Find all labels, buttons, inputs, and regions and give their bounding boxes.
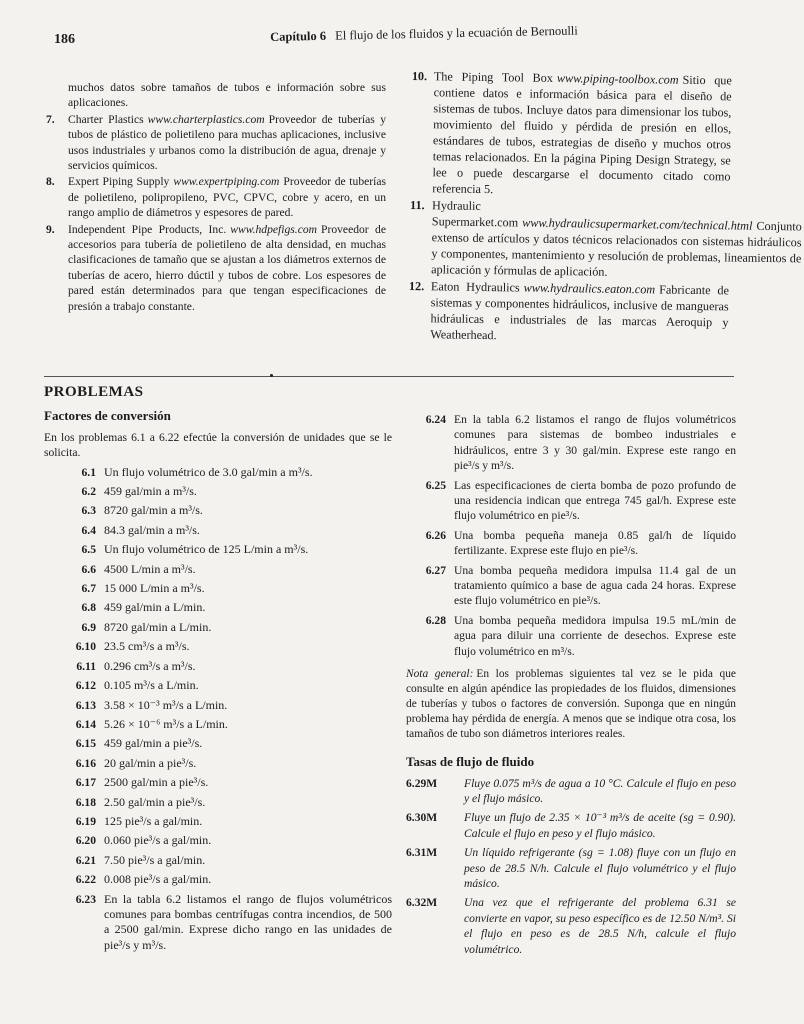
reference-item [46, 80, 386, 111]
problem-number: 6.28 [425, 613, 446, 627]
problem-text: Un flujo volumétrico de 125 L/min a m³/s. [104, 542, 309, 557]
reference-url: www.expertpiping.com [173, 175, 280, 189]
problem-list-flow [406, 776, 736, 957]
problem-item [44, 503, 392, 518]
page-number: 186 [54, 32, 75, 47]
problem-item [44, 678, 392, 693]
section-heading-conversion: Factores de conversión [44, 408, 171, 424]
problem-text: 459 gal/min a L/min. [104, 600, 206, 615]
problem-number: 6.24 [425, 413, 446, 426]
problems-heading: PROBLEMAS [44, 384, 144, 400]
problem-text: Fluye un flujo de 2.35 × 10⁻³ m³/s de aceite (sg = 0.90). Calcule el flujo en peso y el flujo másico. [464, 811, 736, 840]
problem-number: 6.23 [75, 892, 96, 906]
section-divider [44, 376, 734, 377]
problem-number: 6.17 [75, 776, 96, 790]
problem-text: Una vez que el refrigerante del problema 6.31 se convierte en vapor, su peso específico es de 12.50 N/m³. Si el flujo en peso es de 28.5 N/h, calcule el flujo volumétrico. [464, 896, 736, 956]
reference-item [46, 112, 386, 174]
reference-number: 8. [46, 175, 55, 189]
problem-item [44, 756, 392, 771]
problem-number: 6.20 [75, 834, 96, 848]
problem-number: 6.8 [81, 601, 96, 615]
problem-item [44, 833, 392, 848]
reference-number: 7. [46, 112, 55, 126]
problem-item [44, 698, 392, 713]
reference-text: Proveedor de tuberías de polietileno, polipropileno, PVC, CPVC, cobre y acero, en un rango amplio de diámetros y espesores de pared. [68, 175, 386, 220]
problem-text: En la tabla 6.2 listamos el rango de flujos volumétricos comunes para bombas centrífugas contra incendios, de 500 a 2500 gal/min. Exprese dicho rango en las unidades de pie³/s y m³/s. [104, 891, 392, 952]
problem-number: 6.10 [75, 640, 96, 654]
problem-text: 2.50 gal/min a pie³/s. [104, 794, 206, 809]
problem-item [44, 659, 392, 674]
problem-number: 6.5 [81, 543, 96, 557]
problem-item [44, 814, 392, 829]
running-head [270, 24, 578, 45]
reference-item [46, 222, 386, 314]
problem-item [44, 853, 392, 868]
problem-text: 8720 gal/min a L/min. [104, 619, 212, 634]
problem-number: 6.7 [81, 582, 96, 596]
problem-item [406, 528, 736, 559]
reference-text: Proveedor de tuberías y tubos de plástico de polietileno para muchas aplicaciones, inclusive usos industriales y urbanos como la distribución de agua, drenaje y servicios químicos. [68, 112, 386, 173]
reference-text: Fabricante de sistemas y componentes hidráulicos, inclusive de mangueras hidráulicas e industriales de las marcas Aeroquip y Weatherhead. [430, 282, 730, 343]
reference-text: Sitio que contiene datos e información básica para el diseño de sistemas de tubos. Incluye datos para dimensionar los tubos, movimiento del fluido y pérdida de presión en ellos, estándares de tubos, estrategias de diseño y muchos otros temas relacionados. En la página Piping Design Strategy, se lee o puede descargarse el documento citado como referencia 5. [432, 72, 732, 197]
reference-number [46, 80, 68, 111]
reference-text: Proveedor de accesorios para tubería de polietileno de alta densidad, en muchas clasificaciones de tamaño que se ajustan a los diámetros externos de tuberías de acero, hierro dúctil y tubos de cobre. Los espesores de pared están determinados para que tengan especificaciones de presión a trabajo constante. [68, 222, 386, 313]
problem-list-left [44, 465, 392, 954]
problem-number: 6.30M [406, 811, 438, 825]
reference-item [409, 197, 802, 281]
divider-dot [270, 374, 273, 377]
problem-item [44, 892, 392, 954]
reference-name: Eaton Hydraulics [430, 279, 520, 295]
problem-text: Un líquido refrigerante (sg = 1.08) fluye con un flujo en peso de 28.5 N/h. Calcule el flujo volumétrico y el flujo másico. [464, 846, 736, 890]
reference-number: 11. [409, 197, 425, 213]
reference-number: 10. [411, 68, 428, 84]
chapter-title: El flujo de los fluidos y la ecuación de Bernoulli [335, 23, 578, 43]
problem-text: En la tabla 6.2 listamos el rango de flujos volumétricos comunes para sistemas de bombeo industriales e hidráulicos, entre 3 y 30 gal/min. Exprese este rango en pie³/s y m³/s. [454, 413, 736, 473]
problem-text: 23.5 cm³/s a m³/s. [104, 639, 190, 654]
problem-text: 7.50 pie³/s a gal/min. [104, 852, 206, 867]
problem-item [406, 563, 736, 609]
problem-number: 6.13 [75, 698, 96, 712]
problem-item [406, 895, 736, 957]
reference-item [408, 278, 729, 346]
problem-number: 6.12 [75, 679, 96, 693]
problem-text: 459 gal/min a pie³/s. [104, 736, 203, 751]
problem-item [44, 736, 392, 751]
note-label: Nota general: [406, 668, 474, 681]
reference-number: 12. [408, 278, 425, 294]
problem-item [44, 795, 392, 810]
reference-url: www.hydraulicsupermarket.com/technical.html [522, 215, 753, 233]
problem-text: 0.060 pie³/s a gal/min. [104, 833, 212, 848]
problem-number: 6.2 [81, 485, 96, 499]
problem-item [44, 484, 392, 499]
problem-number: 6.18 [75, 795, 96, 809]
problem-text: 84.3 gal/min a m³/s. [104, 522, 200, 537]
problem-item [406, 478, 736, 524]
reference-url: www.hydraulics.eaton.com [523, 280, 656, 297]
problem-item [44, 523, 392, 538]
problem-text: 8720 gal/min a m³/s. [104, 503, 203, 518]
problem-number: 6.25 [425, 478, 446, 492]
problems-intro: En los problemas 6.1 a 6.22 efectúe la conversión de unidades que se le solicita. [44, 430, 392, 460]
problem-item [406, 810, 736, 841]
problem-text: Una bomba pequeña medidora impulsa 11.4 gal de un tratamiento químico a base de agua cada 24 horas. Exprese este flujo volumétrico en pie³/s. [454, 563, 736, 608]
problem-item [44, 465, 392, 480]
reference-url: www.hdpefigs.com [230, 222, 318, 236]
problem-text: Un flujo volumétrico de 3.0 gal/min a m³/s. [104, 464, 313, 479]
problem-text: 0.105 m³/s a L/min. [104, 678, 199, 693]
problem-number: 6.16 [75, 756, 96, 770]
reference-text: Conjunto extenso de artículos y datos técnicos relacionados con sistemas hidráulicos y componentes, mantenimiento y resolución de problemas, lineamientos de aplicación y fórmulas de aplicación. [431, 218, 802, 279]
problem-item [44, 717, 392, 732]
references-right-column [408, 68, 802, 347]
problem-number: 6.19 [75, 814, 96, 828]
problem-text: Fluye 0.075 m³/s de agua a 10 °C. Calcule el flujo en peso y el flujo másico. [464, 776, 736, 805]
reference-text: muchos datos sobre tamaños de tubos e información sobre sus aplicaciones. [68, 81, 386, 110]
problem-number: 6.15 [75, 737, 96, 751]
problem-number: 6.29M [406, 776, 438, 790]
problem-item [406, 412, 736, 474]
reference-name: Independent Pipe Products, Inc. [68, 222, 227, 236]
problem-item [44, 639, 392, 654]
problem-item [44, 620, 392, 635]
problem-number: 6.4 [81, 523, 96, 537]
problem-text: 20 gal/min a pie³/s. [104, 755, 197, 770]
reference-name: Charter Plastics [68, 112, 144, 126]
problem-text: 0.296 cm³/s a m³/s. [104, 658, 196, 673]
reference-item [410, 68, 732, 200]
problem-number: 6.11 [76, 659, 96, 673]
problem-number: 6.1 [81, 465, 96, 479]
reference-number: 9. [46, 222, 55, 236]
problem-item [44, 775, 392, 790]
problem-text: 15 000 L/min a m³/s. [104, 581, 205, 596]
problem-text: 459 gal/min a m³/s. [104, 484, 197, 499]
problem-list-right [406, 412, 736, 659]
problem-number: 6.14 [75, 717, 96, 731]
problem-text: 2500 gal/min a pie³/s. [104, 775, 209, 790]
problems-left-column [44, 385, 392, 957]
reference-name: The Piping Tool Box [433, 69, 554, 85]
problem-item [406, 613, 736, 659]
problem-item [44, 600, 392, 615]
problem-text: 4500 L/min a m³/s. [104, 561, 196, 576]
problem-number: 6.26 [425, 528, 446, 542]
chapter-label: Capítulo 6 [270, 28, 327, 44]
problem-text: 0.008 pie³/s a gal/min. [104, 872, 212, 887]
problem-text: 125 pie³/s a gal/min. [104, 813, 203, 828]
problem-number: 6.6 [81, 562, 96, 576]
reference-url: www.piping-toolbox.com [556, 71, 679, 87]
problem-item [44, 562, 392, 577]
problem-item [44, 581, 392, 596]
problem-text: 3.58 × 10⁻³ m³/s a L/min. [104, 697, 228, 712]
note-text: En los problemas siguientes tal vez se le pida que consulte en algún apéndice las propiedades de los fluidos, dimensiones de tuberías y tubos o factores de conversión. Suponga que en ningún problema hay pérdida de energía. A menos que se indique otra cosa, los tamaños de tubo son diámetros interiores reales. [406, 668, 736, 741]
problem-item [406, 845, 736, 891]
reference-name: Expert Piping Supply [68, 175, 170, 189]
section-heading-flow-rates: Tasas de flujo de fluido [406, 754, 535, 770]
problem-number: 6.9 [81, 620, 96, 634]
problem-item [44, 542, 392, 557]
problem-number: 6.21 [75, 853, 96, 867]
problem-number: 6.32M [406, 896, 438, 910]
problem-number: 6.31M [406, 846, 438, 860]
problem-text: Las especificaciones de cierta bomba de pozo profundo de una residencia indican que entrega 745 gal/h. Exprese este flujo volumétrico en pie³/s. [454, 478, 736, 523]
problem-text: 5.26 × 10⁻⁶ m³/s a L/min. [104, 716, 228, 731]
reference-name: Hydraulic Supermarket.com [431, 198, 519, 230]
problem-number: 6.27 [425, 563, 446, 577]
problem-number: 6.22 [75, 873, 96, 887]
problem-number: 6.3 [81, 504, 96, 518]
problems-right-column [406, 412, 736, 961]
reference-item [46, 174, 386, 220]
reference-url: www.charterplastics.com [147, 112, 265, 126]
problem-item [406, 776, 736, 807]
references-left-column [46, 80, 386, 315]
problem-text: Una bomba pequeña medidora impulsa 19.5 mL/min de agua para diluir una corriente de desechos. Exprese este flujo volumétrico en m³/s. [454, 613, 736, 658]
general-note [406, 667, 736, 742]
problem-item [44, 872, 392, 887]
problem-text: Una bomba pequeña maneja 0.85 gal/h de líquido fertilizante. Exprese este flujo en pie³/s. [454, 528, 736, 558]
